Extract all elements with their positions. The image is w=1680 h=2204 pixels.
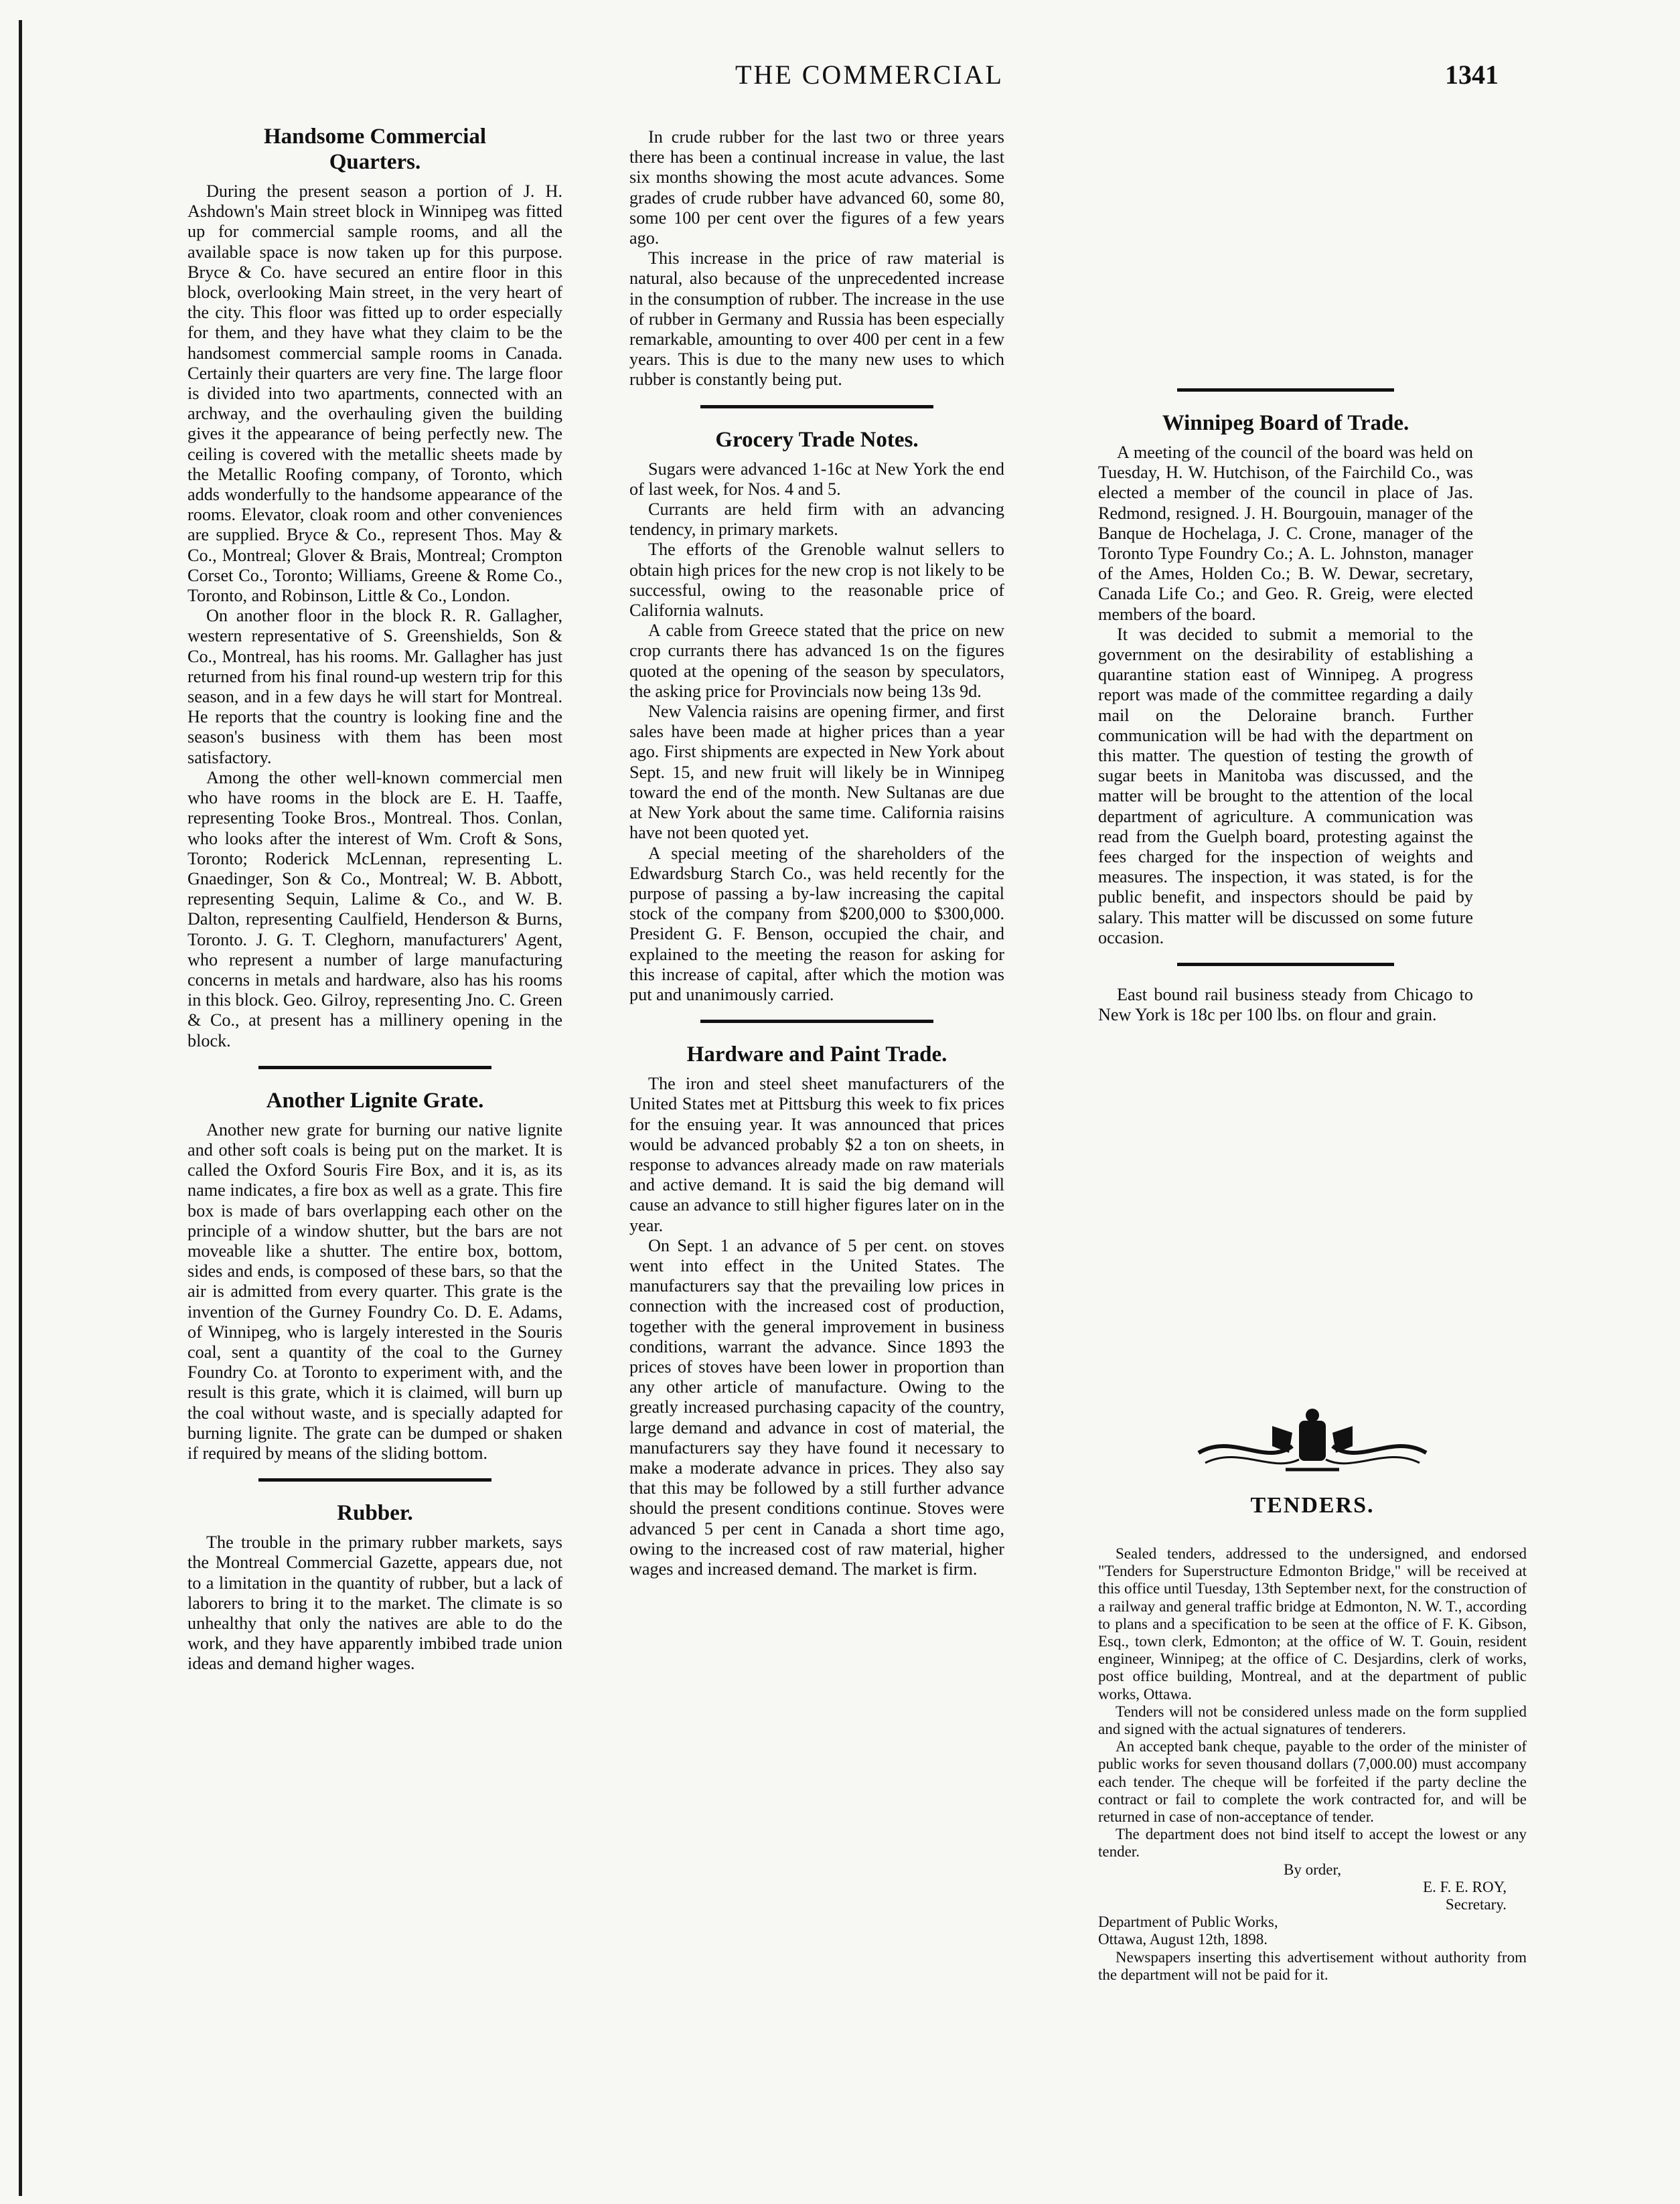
section-divider (700, 405, 933, 408)
paragraph: This increase in the price of raw material is natural, also because of the unprecedented increase in the consumption of rubber. The increase in the use of rubber in Germany and Russia has been especially remarkable, amounting to over 400 per cent in a few years. This is due to the many new uses to which rubber is constantly being put. (629, 248, 1004, 390)
column-1 (187, 124, 562, 1674)
paragraph: Among the other well-known commercial men who have rooms in the block are E. H. Taaffe, representing Tooke Bros., Montreal. Thos. Conlan, who looks after the interest of Wm. Croft & Sons, Toronto; Roderick McLennan, representing L. Gnaedinger, Son & Co., Montreal; W. B. Abbott, representing Sequin, Lalime & Co., and W. B. Dalton, representing Caulfield, Henderson & Burns, Toronto. J. G. T. Cleghorn, manufacturers' Agent, who represent a number of large manufacturing concerns in metals and hardware, also has his rooms in this block. Geo. Gilroy, representing Jno. C. Green & Co., at present has a millinery opening in the block. (187, 767, 562, 1050)
paragraph: In crude rubber for the last two or three years there has been a continual increase in value, the last six months showing the most acute advances. Some grades of crude rubber have advanced 60, some 80, some 100 per cent over the figures of a few years ago. (629, 127, 1004, 248)
paragraph: Tenders will not be considered unless made on the form supplied and signed with the actual signatures of tenderers. (1098, 1703, 1527, 1738)
paragraph: Another new grate for burning our native lignite and other soft coals is being put on the market. It is called the Oxford Souris Fire Box, and it is, as its name indicates, a fire box as well as a grate. This fire box is made of bars overlapping each other on the principle of a window shutter, but the bars are not moveable like a shutter. The entire box, bottom, sides and ends, is composed of these bars, so that the air is admitted from every quarter. This grate is the invention of the Gurney Foundry Co. D. E. Adams, of Winnipeg, who is largely interested in the Souris coal, sent a quantity of the coal to the Gurney Foundry Co. at Toronto to experiment with, and the result is this grate, which it is claimed, will burn up the coal without waste, and is specially adapted for burning lignite. The grate can be dumped or shaken if required by means of the sliding bottom. (187, 1119, 562, 1463)
paragraph: On Sept. 1 an advance of 5 per cent. on stoves went into effect in the United States. The manufacturers say that the prevailing low prices in connection with the increased cost of production, together with the general improvement in business conditions, warrant the advance. Since 1893 the prices of stoves have been lower in proportion than any other article of manufacture. Owing to the greatly increased purchasing capacity of the country, large demand and advance in cost of material, the manufacturers say they have found it necessary to make a moderate advance in prices. They also say that this may be followed by a still further advance should the present conditions continue. Stoves were advanced 5 per cent in Canada a short time ago, owing to the increased cost of raw material, higher wages and increased demand. The market is firm. (629, 1235, 1004, 1579)
paragraph: Sealed tenders, addressed to the undersigned, and endorsed "Tenders for Superstructure Edmonton Bridge," will be received at this office until Tuesday, 13th September next, for the construction of a railway and general traffic bridge at Edmonton, N. W. T., according to plans and a specification to be seen at the office of F. K. Gibson, Esq., town clerk, Edmonton; at the office of W. T. Gouin, resident engineer, Winnipeg; at the office of C. Desjardins, clerk of works, post office building, Montreal, and at the department of public works, Ottawa. (1098, 1545, 1527, 1703)
article-headline: Another Lignite Grate. (266, 1088, 484, 1113)
article-rail-business (1098, 985, 1473, 1025)
column-3 (1098, 124, 1473, 1025)
section-divider (1177, 963, 1395, 966)
publication-title: THE COMMERCIAL (735, 60, 1004, 90)
article-grocery-trade-notes (629, 427, 1004, 1005)
article-headline: Winnipeg Board of Trade. (1162, 411, 1409, 435)
article-winnipeg-board-of-trade (1098, 410, 1473, 948)
paragraph: A cable from Greece stated that the price on new crop currants there has advanced 1s on the figures quoted at the opening of the season by speculators, the asking price for Provincials now being 13s 9d. (629, 621, 1004, 701)
paragraph: New Valencia raisins are opening firmer, and first sales have been made at higher prices than a year ago. First shipments are expected in New York about Sept. 15, and new fruit will likely be in Winnipeg toward the end of the month. New Sultanas are due at New York about the same time. California raisins have not been quoted yet. (629, 702, 1004, 843)
paragraph: A special meeting of the shareholders of the Edwardsburg Starch Co., was held recently for the purpose of passing a by-law increasing the capital stock of the company from $200,000 to $300,000. President G. F. Benson, occupied the chair, and explained to the meeting the reason for asking for this increase of capital, after which the motion was put and unanimously carried. (629, 843, 1004, 1004)
paragraph: Newspapers inserting this advertisement without authority from the department will not be paid for it. (1098, 1948, 1527, 1983)
royal-coat-of-arms-ornament (1192, 1406, 1433, 1480)
paragraph: The trouble in the primary rubber markets, says the Montreal Commercial Gazette, appears due, not to a limitation in the quantity of rubber, but a lack of laborers to bring it to the market. The climate is so unhealthy that only the natives are able to do the work, and they have apparently imbibed trade union ideas and demand higher wages. (187, 1532, 562, 1674)
article-headline (187, 124, 562, 175)
paragraph: The department does not bind itself to accept the lowest or any tender. (1098, 1826, 1527, 1861)
headline-line-1: Handsome Commercial (263, 125, 487, 149)
article-headline: Grocery Trade Notes. (715, 427, 919, 452)
paragraph: An accepted bank cheque, payable to the order of the minister of public works for seven thousand dollars (7,000.00) must accompany each tender. The cheque will be forfeited if the party decline the contract or fail to complete the work contracted for, and will be returned in case of non-acceptance of tender. (1098, 1738, 1527, 1826)
column-2 (629, 127, 1004, 1579)
section-divider (258, 1066, 491, 1069)
date-line: Ottawa, August 12th, 1898. (1098, 1931, 1268, 1948)
paragraph: East bound rail business steady from Chicago to New York is 18c per 100 lbs. on flour and grain. (1098, 985, 1473, 1025)
article-rubber (187, 1500, 562, 1674)
section-divider (258, 1478, 491, 1482)
paragraph: The efforts of the Grenoble walnut sellers to obtain high prices for the new crop is not likely to be successful, owing to the reasonable price of California walnuts. (629, 540, 1004, 621)
page-number: 1341 (1445, 60, 1499, 90)
tenders-advertisement (1098, 1379, 1527, 1984)
paragraph: Sugars were advanced 1-16c at New York the end of last week, for Nos. 4 and 5. (629, 459, 1004, 499)
section-divider (700, 1020, 933, 1023)
article-hardware-paint-trade (629, 1042, 1004, 1579)
paragraph: A meeting of the council of the board was held on Tuesday, H. W. Hutchison, of the Fairchild Co., was elected a member of the council in place of Jas. Redmond, resigned. J. H. Bourgouin, manager of the Banque de Hochelaga, J. C. Crone, manager of the Toronto Type Foundry Co.; A. L. Johnston, manager of the Ames, Holden Co.; B. W. Dewar, secretary, Canada Life Co.; and Geo. R. Greig, were elected members of the board. (1098, 443, 1473, 624)
headline-line-2: Quarters. (329, 150, 421, 174)
department-line: Department of Public Works, (1098, 1913, 1278, 1931)
signer-name: E. F. E. ROY, (1423, 1878, 1507, 1895)
article-lignite-grate (187, 1088, 562, 1464)
left-margin-rule (19, 20, 22, 2196)
article-headline: Hardware and Paint Trade. (686, 1042, 947, 1067)
paragraph: On another floor in the block R. R. Gallagher, western representative of S. Greenshields, Son & Co., Montreal, has his rooms. Mr. Gallagher has just returned from his final round-up western trip for this season, and in a few days he will start for Montreal. He reports that the country is looking fine and the season's business with them has been most satisfactory. (187, 606, 562, 767)
article-commercial-quarters (187, 124, 562, 1051)
paragraph: The iron and steel sheet manufacturers of the United States met at Pittsburg this week to fix prices for the ensuing year. It was announced that prices would be advanced probably $2 a ton on sheets, in response to advances already made on raw materials and active demand. It is said the big demand will cause an advance to still higher figures later on in the year. (629, 1074, 1004, 1235)
paragraph: During the present season a portion of J. H. Ashdown's Main street block in Winnipeg was fitted up for commercial sample rooms, and all the available space is now taken up for this purpose. Bryce & Co. have secured an entire floor in this block, overlooking Main street, in the very heart of the city. This floor was fitted up to order especially for them, and they have what they claim to be the handsomest commercial sample rooms in Canada. Certainly their quarters are very fine. The large floor is divided into two apartments, connected with an archway, and the overhauling given the building gives it the appearance of being perfectly new. The ceiling is covered with the metallic sheets made by the Metallic Roofing company, of Toronto, which adds wonderfully to the handsome appearance of the rooms. Elevator, cloak room and other conveniences are supplied. Bryce & Co., represent Thos. May & Co., Montreal; Glover & Brais, Montreal; Crompton Corset Co., Toronto; Williams, Greene & Rome Co., Toronto, and Robinson, Little & Co., London. (187, 181, 562, 606)
masthead (0, 59, 1680, 99)
section-divider (1177, 388, 1395, 392)
article-headline: Rubber. (337, 1501, 413, 1526)
article-headline: TENDERS. (1250, 1493, 1375, 1518)
by-order-line: By order, (1284, 1861, 1341, 1878)
paragraph: It was decided to submit a memorial to the government on the desirability of establishing a quarantine station east of Winnipeg. A progress report was made of the committee regarding a daily mail on the Deloraine branch. Further communication will be had with the department on this matter. The question of testing the growth of sugar beets in Manitoba was discussed, and the matter will be brought to the attention of the local department of agriculture. A communication was read from the Guelph board, protesting against the fees charged for the inspection of weights and measures. The inspection, it was stated, is for the public benefit, and inspectors should be paid by salary. This matter will be discussed on some future occasion. (1098, 624, 1473, 947)
paragraph: Currants are held firm with an advancing tendency, in primary markets. (629, 499, 1004, 540)
signer-title: Secretary. (1445, 1896, 1507, 1913)
